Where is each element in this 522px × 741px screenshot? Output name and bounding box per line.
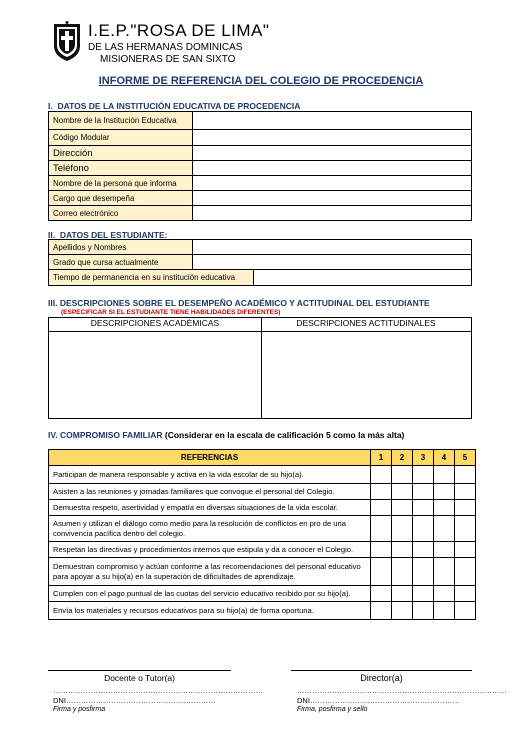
score-cell[interactable]	[434, 586, 455, 602]
section4-subtitle: (Considerar en la escala de calificación 5 como la más alta)	[164, 430, 405, 440]
school-subtitle	[88, 42, 242, 66]
score-cell[interactable]	[392, 516, 413, 542]
table-row: Demuestran compromiso y actúan conforme a las recomendaciones del personal educativo para apoyar a su hijo(a) en la superación de dificultades de aprendizaje.	[49, 558, 371, 586]
score-cell[interactable]	[413, 586, 434, 602]
field-label: Tiempo de permanencia en su institución educativa	[49, 270, 254, 286]
score-cell[interactable]	[455, 484, 476, 500]
score-cell[interactable]	[371, 516, 392, 542]
score-cell[interactable]	[455, 466, 476, 484]
score-cell[interactable]	[434, 466, 455, 484]
score-cell[interactable]	[455, 586, 476, 602]
attitude-descriptions-field[interactable]	[263, 333, 471, 418]
director-signature-label: Director(a)	[360, 673, 403, 683]
table-row: Participan de manera responsable y activa en la vida escolar de su hijo(a).	[49, 466, 371, 484]
field-input[interactable]	[192, 130, 471, 146]
school-shield-logo	[52, 20, 82, 62]
score-cell[interactable]	[371, 586, 392, 602]
family-commitment-table	[48, 449, 476, 620]
field-input[interactable]	[192, 240, 471, 255]
director-dni[interactable]: DNI……………………………………………………	[297, 696, 460, 705]
field-input[interactable]	[253, 270, 471, 286]
field-label: Cargo que desempeña	[49, 191, 193, 206]
director-signature-hint: Firma, posfirma y sello	[297, 706, 368, 713]
score-cell[interactable]	[413, 558, 434, 586]
score-cell[interactable]	[455, 542, 476, 558]
score-cell[interactable]	[455, 516, 476, 542]
table-row: Asisten a las reuniones y jornadas familiares que convoque el personal del Colegio.	[49, 484, 371, 500]
section4-heading: IV. COMPROMISO FAMILIAR (Considerar en la escala de calificación 5 como la más alta)	[48, 430, 405, 440]
student-data-table	[48, 239, 472, 286]
field-input[interactable]	[192, 191, 471, 206]
field-label: Código Modular	[49, 130, 193, 146]
score-cell[interactable]	[413, 516, 434, 542]
scale-header-4: 4	[434, 450, 455, 466]
scale-header-3: 3	[413, 450, 434, 466]
score-cell[interactable]	[413, 466, 434, 484]
score-cell[interactable]	[371, 500, 392, 516]
section3-heading: III. DESCRIPCIONES SOBRE EL DESEMPEÑO ACADÉMICO Y ACTITUDINAL DEL ESTUDIANTE	[48, 298, 430, 308]
field-label: Correo electrónico	[49, 206, 193, 221]
school-subtitle-line2: MISIONERAS DE SAN SIXTO	[100, 54, 236, 65]
score-cell[interactable]	[434, 558, 455, 586]
scale-header-5: 5	[455, 450, 476, 466]
descriptions-box	[48, 317, 472, 419]
score-cell[interactable]	[434, 484, 455, 500]
field-input[interactable]	[192, 255, 471, 270]
director-dots-line: …………………………………………………………………………	[297, 686, 507, 695]
score-cell[interactable]	[413, 484, 434, 500]
score-cell[interactable]	[392, 484, 413, 500]
section2-heading: II. DATOS DEL ESTUDIANTE:	[48, 230, 168, 240]
field-label: Grado que cursa actualmente	[49, 255, 193, 270]
score-cell[interactable]	[434, 542, 455, 558]
score-cell[interactable]	[371, 558, 392, 586]
score-cell[interactable]	[434, 516, 455, 542]
academic-descriptions-field[interactable]	[50, 333, 260, 418]
field-label: Dirección	[49, 146, 193, 161]
section3-note: (ESPECIFICAR SI EL ESTUDIANTE TIENE HABILIDADES DIFERENTES)	[61, 309, 281, 316]
score-cell[interactable]	[434, 602, 455, 620]
teacher-signature-hint: Firma y posfirma	[53, 706, 106, 713]
section1-heading: I. DATOS DE LA INSTITUCIÓN EDUCATIVA DE PROCEDENCIA	[48, 101, 301, 111]
table-row: Cumplen con el pago puntual de las cuotas del servicio educativo recibido por su hijo(a).	[49, 586, 371, 602]
school-subtitle-line1: DE LAS HERMANAS DOMINICAS	[88, 42, 243, 53]
score-cell[interactable]	[434, 500, 455, 516]
scale-header-2: 2	[392, 450, 413, 466]
score-cell[interactable]	[413, 500, 434, 516]
field-input[interactable]	[192, 146, 471, 161]
score-cell[interactable]	[455, 558, 476, 586]
field-input[interactable]	[192, 206, 471, 221]
document-title: INFORME DE REFERENCIA DEL COLEGIO DE PROCEDENCIA	[98, 75, 424, 87]
field-label: Nombre de la Institución Educativa	[49, 112, 193, 130]
table-row: Respetan las directivas y procedimientos internos que estipula y da a conocer el Colegio.	[49, 542, 371, 558]
references-header: REFERENCIAS	[49, 450, 371, 466]
score-cell[interactable]	[413, 542, 434, 558]
academic-descriptions-header: DESCRIPCIONES ACADÉMICAS	[49, 318, 262, 331]
school-name: I.E.P."ROSA DE LIMA"	[88, 21, 270, 40]
score-cell[interactable]	[392, 542, 413, 558]
field-input[interactable]	[192, 176, 471, 191]
field-label: Nombre de la persona que informa	[49, 176, 193, 191]
score-cell[interactable]	[371, 602, 392, 620]
score-cell[interactable]	[455, 602, 476, 620]
attitude-descriptions-header: DESCRIPCIONES ACTITUDINALES	[296, 318, 436, 328]
field-input[interactable]	[192, 161, 471, 176]
score-cell[interactable]	[371, 542, 392, 558]
teacher-signature-line	[48, 670, 231, 671]
table-row: Asumen y utilizan el diálogo como medio para la resolución de conflictos en pro de una convivencia pacífica dentro del colegio.	[49, 516, 371, 542]
teacher-signature-label: Docente o Tutor(a)	[104, 673, 175, 683]
field-label: Teléfono	[49, 161, 193, 176]
table-row: Envía los materiales y recursos educativos para su hijo(a) de forma oportuna.	[49, 602, 371, 620]
score-cell[interactable]	[392, 602, 413, 620]
field-label: Apellidos y Nombres	[49, 240, 193, 255]
score-cell[interactable]	[392, 466, 413, 484]
score-cell[interactable]	[392, 558, 413, 586]
score-cell[interactable]	[392, 500, 413, 516]
table-row: Demuestra respeto, asertividad y empatía en diversas situaciones de la vida escolar.	[49, 500, 371, 516]
score-cell[interactable]	[371, 484, 392, 500]
score-cell[interactable]	[413, 602, 434, 620]
score-cell[interactable]	[392, 586, 413, 602]
scale-header-1: 1	[371, 450, 392, 466]
teacher-dots-line: …………………………………………………………………………	[53, 686, 263, 695]
score-cell[interactable]	[455, 500, 476, 516]
teacher-dni[interactable]: DNI……………………………………………………	[53, 696, 216, 705]
institution-data-table	[48, 111, 472, 221]
field-input[interactable]	[192, 112, 471, 130]
score-cell[interactable]	[371, 466, 392, 484]
director-signature-line	[291, 670, 472, 671]
